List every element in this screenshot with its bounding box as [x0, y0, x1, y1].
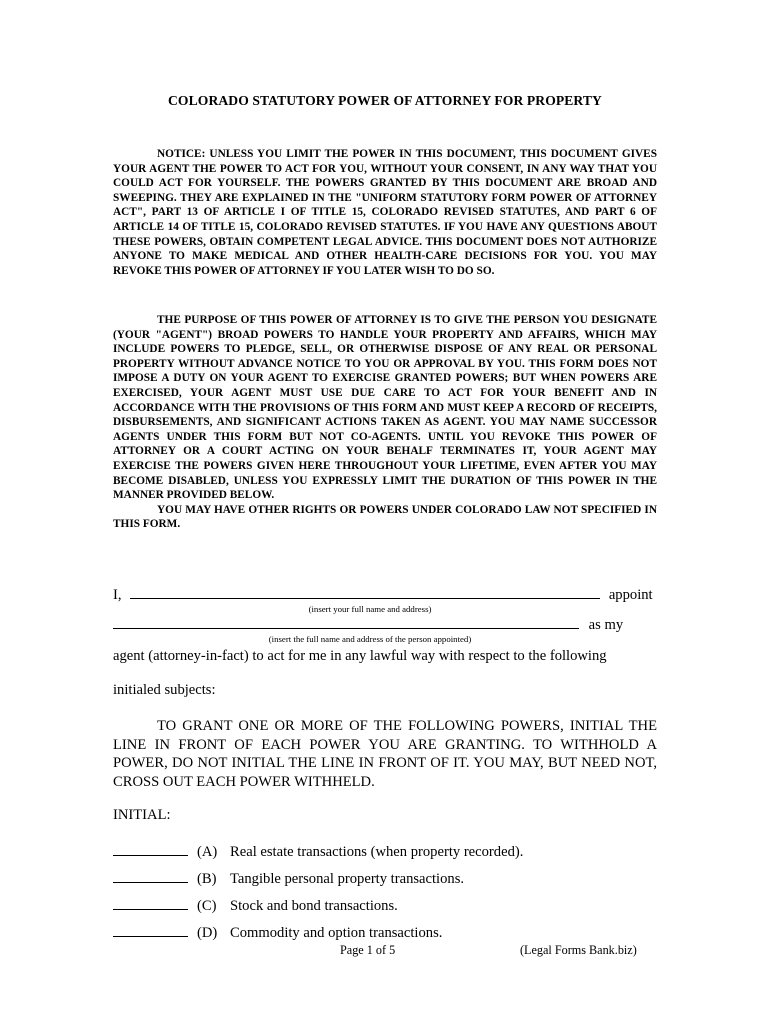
- purpose-text: THE PURPOSE OF THIS POWER OF ATTORNEY IS TO GIVE THE PERSON YOU DESIGNATE (YOUR "AGENT") BROAD POWERS TO HANDLE YOUR PROPERTY AND AFFAIRS, WHICH MAY INCLUDE POWERS TO PLEDGE, SELL, OR OTHERWISE DISPOSE OF ANY REAL OR PERSONAL PROPERTY WITHOUT ADVANCE NOTICE TO YOU OR APPROVAL BY YOU. THIS FORM DOES NOT IMPOSE A DUTY ON YOUR AGENT TO EXERCISE GRANTED POWERS; BUT WHEN POWERS ARE EXERCISED, YOUR AGENT MUST USE DUE CARE TO ACT FOR YOUR BENEFIT AND IN ACCORDANCE WITH THE PROVISIONS OF THIS FORM AND MUST KEEP A RECORD OF RECEIPTS, DISBURSEMENTS, AND SIGNIFICANT ACTIONS TAKEN AS AGENT. YOU MAY NAME SUCCESSOR AGENTS UNDER THIS FORM BUT NOT CO-AGENTS. UNTIL YOU REVOKE THIS POWER OF ATTORNEY OR A COURT ACTING ON YOUR BEHALF TERMINATES IT, YOUR AGENT MAY EXERCISE THE POWERS GIVEN HERE THROUGHOUT YOUR LIFETIME, EVEN AFTER YOU MAY BECOME DISABLED, UNLESS YOU EXPRESSLY LIMIT THE DURATION OF THIS POWER IN THE MANNER PROVIDED BELOW.: [113, 314, 657, 502]
- principal-name-caption: (insert your full name and address): [308, 604, 432, 614]
- agent-name-field[interactable]: [113, 616, 579, 629]
- power-letter: (D): [197, 925, 218, 941]
- footer-source: (Legal Forms Bank.biz): [520, 943, 637, 957]
- principal-name-field[interactable]: [130, 586, 600, 599]
- agent-name-caption: (insert the full name and address of the person appointed): [268, 634, 472, 644]
- powers-instruction: TO GRANT ONE OR MORE OF THE FOLLOWING POWERS, INITIAL THE LINE IN FRONT OF EACH POWER YOU ARE GRANTING. TO WITHHOLD A POWER, DO NOT INITIAL THE LINE IN FRONT OF IT. YOU MAY, BUT NEED NOT, CROSS OUT EACH POWER WITHHELD.: [113, 718, 657, 790]
- power-row-d: [113, 924, 442, 942]
- power-letter: (B): [197, 871, 217, 887]
- page-number: Page 1 of 5: [340, 943, 396, 957]
- power-letter: (A): [197, 844, 218, 860]
- agent-line: agent (attorney-in-fact) to act for me in any lawful way with respect to the following: [113, 648, 607, 664]
- appoint-prefix: I,: [113, 587, 122, 603]
- principal-name-row: [113, 586, 653, 604]
- as-my-label: as my: [588, 617, 624, 633]
- initialed-subjects: initialed subjects:: [113, 682, 216, 698]
- power-text: Real estate transactions (when property recorded).: [230, 844, 524, 860]
- document-title: COLORADO STATUTORY POWER OF ATTORNEY FOR PROPERTY: [168, 93, 602, 108]
- other-rights-text: YOU MAY HAVE OTHER RIGHTS OR POWERS UNDER COLORADO LAW NOT SPECIFIED IN THIS FORM.: [113, 503, 657, 531]
- notice-text: NOTICE: UNLESS YOU LIMIT THE POWER IN THIS DOCUMENT, THIS DOCUMENT GIVES YOUR AGENT THE POWER TO ACT FOR YOU, WITHOUT YOUR CONSENT, IN ANY WAY THAT YOU COULD ACT FOR YOURSELF. THE POWERS GRANTED BY THIS DOCUMENT ARE BROAD AND SWEEPING. THEY ARE EXPLAINED IN THE "UNIFORM STATUTORY FORM POWER OF ATTORNEY ACT", PART 13 OF ARTICLE I OF TITLE 15, COLORADO REVISED STATUTES, AND PART 6 OF ARTICLE 14 OF TITLE 15, COLORADO REVISED STATUTES. IF YOU HAVE ANY QUESTIONS ABOUT THESE POWERS, OBTAIN COMPETENT LEGAL ADVICE. THIS DOCUMENT DOES NOT AUTHORIZE ANYONE TO MAKE MEDICAL AND OTHER HEALTH-CARE DECISIONS FOR YOU. YOU MAY REVOKE THIS POWER OF ATTORNEY IF YOU LATER WISH TO DO SO.: [113, 148, 657, 277]
- initial-field-d[interactable]: [113, 924, 188, 937]
- power-text: Commodity and option transactions.: [230, 925, 443, 941]
- appoint-suffix: appoint: [608, 587, 653, 603]
- initial-field-c[interactable]: [113, 897, 188, 910]
- power-text: Tangible personal property transactions.: [230, 871, 465, 887]
- power-row-c: [113, 897, 398, 915]
- purpose-section: [113, 313, 657, 532]
- power-row-a: [113, 843, 523, 861]
- power-row-b: [113, 870, 464, 888]
- power-text: Stock and bond transactions.: [230, 898, 398, 914]
- power-letter: (C): [197, 898, 217, 914]
- notice-paragraph: [113, 147, 657, 278]
- initial-field-a[interactable]: [113, 843, 188, 856]
- initial-field-b[interactable]: [113, 870, 188, 883]
- initial-label: INITIAL:: [113, 807, 171, 823]
- agent-name-row: [113, 616, 623, 634]
